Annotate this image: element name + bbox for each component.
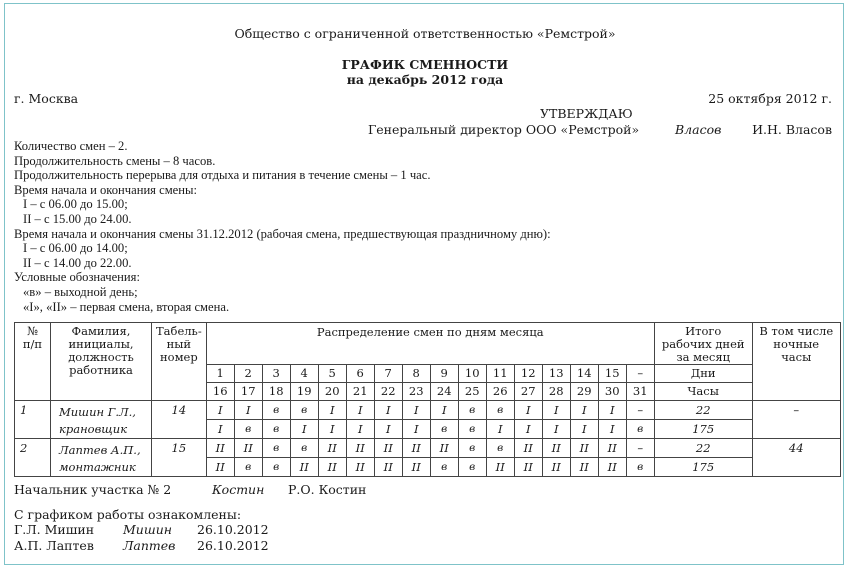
shift-cell: II (206, 439, 234, 458)
note-line: I – с 06.00 до 15.00; (23, 197, 128, 212)
day-number-cell: 28 (542, 383, 570, 401)
shift-cell: в (626, 458, 654, 477)
day-number-cell: 19 (290, 383, 318, 401)
row-number: 2 (15, 439, 51, 477)
shift-cell: I (598, 401, 626, 420)
shift-cell: в (262, 458, 290, 477)
note-line: Продолжительность перерыва для отдыха и питания в течение смены – 1 час. (14, 168, 431, 183)
employee-position: монтажник (59, 460, 136, 474)
day-number-cell: 23 (402, 383, 430, 401)
day-number-cell: 14 (570, 365, 598, 383)
header-row (15, 323, 841, 365)
shift-cell: – (626, 439, 654, 458)
shift-cell: II (402, 458, 430, 477)
day-number-cell: 9 (430, 365, 458, 383)
header-hours-label: Часы (654, 383, 752, 401)
note-line: Количество смен – 2. (14, 139, 128, 153)
night-hours: – (752, 401, 840, 439)
shift-cell: в (262, 420, 290, 439)
note-line: Время начала и окончания смены 31.12.2012 (рабочая смена, предшествующая праздничному дню): (14, 226, 551, 241)
day-number-cell: 10 (458, 365, 486, 383)
shift-cell: II (234, 439, 262, 458)
shift-cell: в (430, 458, 458, 477)
day-number-cell: 1 (206, 365, 234, 383)
document-date: 25 октября 2012 г. (708, 91, 832, 106)
day-number-cell: 22 (374, 383, 402, 401)
header-distribution: Распределение смен по дням месяца (206, 323, 654, 365)
foreman-position: Начальник участка № 2 (14, 482, 172, 497)
shift-cell: в (290, 439, 318, 458)
work-days: 22 (654, 439, 752, 458)
note-line: «I», «II» – первая смена, вторая смена. (23, 299, 230, 314)
shift-cell: в (626, 420, 654, 439)
shift-cell: II (542, 439, 570, 458)
shift-cell: I (318, 420, 346, 439)
acquainted-name: Г.Л. Мишин (14, 522, 95, 537)
note-line: Время начала и окончания смены: (14, 182, 197, 197)
header-days-label: Дни (654, 365, 752, 383)
shift-cell: I (402, 401, 430, 420)
shift-cell: I (402, 420, 430, 439)
approval-name: И.Н. Власов (752, 122, 832, 137)
day-number-cell: 4 (290, 365, 318, 383)
shift-cell: II (318, 439, 346, 458)
employee-name: Мишин Г.Л., (59, 405, 136, 419)
day-number-cell: 27 (514, 383, 542, 401)
shift-cell: – (626, 401, 654, 420)
acquainted-name: А.П. Лаптев (14, 538, 94, 553)
acquainted-label: С графиком работы ознакомлены: (14, 507, 242, 522)
shift-cell: в (458, 420, 486, 439)
day-number-cell: 31 (626, 383, 654, 401)
shift-cell: в (486, 439, 514, 458)
day-number-cell: 21 (346, 383, 374, 401)
employee-cell (51, 401, 152, 439)
day-number-cell: 16 (206, 383, 234, 401)
shift-cell: II (318, 458, 346, 477)
acquainted-signature: Мишин (123, 522, 172, 537)
note-line: «в» – выходной день; (23, 284, 138, 299)
organization-name: Общество с ограниченной ответственностью «Ремстрой» (234, 26, 616, 41)
header-name: Фамилия, инициалы, должность работника (51, 323, 152, 401)
shift-cell: II (570, 458, 598, 477)
shift-cell: I (570, 401, 598, 420)
night-hours: 44 (752, 439, 840, 477)
employee-cell (51, 439, 152, 477)
note-line: Продолжительность смены – 8 часов. (14, 153, 216, 168)
row-number: 1 (15, 401, 51, 439)
shift-cell: I (430, 401, 458, 420)
shift-cell: I (206, 420, 234, 439)
day-number-cell: 15 (598, 365, 626, 383)
shift-cell: II (514, 439, 542, 458)
shift-cell: II (374, 458, 402, 477)
shift-cell: в (262, 439, 290, 458)
shift-cell: II (598, 458, 626, 477)
shift-cell: II (570, 439, 598, 458)
shift-cell: I (206, 401, 234, 420)
document-title: ГРАФИК СМЕННОСТИ (341, 57, 509, 72)
shift-cell: I (570, 420, 598, 439)
shift-cell: I (374, 420, 402, 439)
note-line: Условные обозначения: (14, 270, 140, 285)
shift-cell: II (514, 458, 542, 477)
shift-cell: I (514, 401, 542, 420)
city: г. Москва (14, 91, 79, 106)
work-days: 22 (654, 401, 752, 420)
day-number-cell: 17 (234, 383, 262, 401)
shift-cell: I (234, 401, 262, 420)
approval-position: Генеральный директор ООО «Ремстрой» (368, 122, 640, 137)
shift-cell: II (374, 439, 402, 458)
shift-cell: I (346, 401, 374, 420)
table-row (15, 439, 841, 458)
shift-cell: II (402, 439, 430, 458)
foreman-signature: Костин (212, 482, 265, 497)
approval-signature: Власов (675, 122, 722, 137)
shift-cell: I (542, 401, 570, 420)
shift-cell: в (234, 420, 262, 439)
day-number-cell: 30 (598, 383, 626, 401)
shift-cell: I (374, 401, 402, 420)
shift-cell: в (262, 401, 290, 420)
day-number-cell: 18 (262, 383, 290, 401)
day-number-cell: – (626, 365, 654, 383)
tab-number: 15 (152, 439, 207, 477)
shift-cell: II (598, 439, 626, 458)
shift-cell: I (346, 420, 374, 439)
acquainted-date: 26.10.2012 (197, 522, 269, 537)
shift-cell: I (542, 420, 570, 439)
acquainted-signature: Лаптев (123, 538, 176, 553)
tab-number: 14 (152, 401, 207, 439)
header-tab: Табель-ный номер (152, 323, 207, 401)
day-number-cell: 20 (318, 383, 346, 401)
day-number-cell: 7 (374, 365, 402, 383)
day-number-cell: 26 (486, 383, 514, 401)
day-number-cell: 24 (430, 383, 458, 401)
shift-cell: II (486, 458, 514, 477)
shift-cell: II (290, 458, 318, 477)
shift-cell: II (542, 458, 570, 477)
day-number-cell: 12 (514, 365, 542, 383)
day-number-cell: 2 (234, 365, 262, 383)
table-row (15, 401, 841, 420)
employee-position: крановщик (59, 422, 128, 436)
shift-cell: в (458, 401, 486, 420)
day-number-cell: 3 (262, 365, 290, 383)
shift-cell: в (430, 420, 458, 439)
header-num: № п/п (15, 323, 51, 401)
day-number-cell: 29 (570, 383, 598, 401)
day-number-cell: 5 (318, 365, 346, 383)
acquainted-date: 26.10.2012 (197, 538, 269, 553)
shift-cell: I (290, 420, 318, 439)
header-night: В том числе ночные часы (752, 323, 840, 401)
day-number-cell: 13 (542, 365, 570, 383)
document-subtitle: на декабрь 2012 года (346, 72, 504, 87)
shift-cell: в (458, 439, 486, 458)
shift-cell: I (514, 420, 542, 439)
shift-cell: I (598, 420, 626, 439)
shift-cell: в (234, 458, 262, 477)
note-line: II – с 15.00 до 24.00. (23, 211, 132, 226)
shift-cell: II (206, 458, 234, 477)
shift-cell: в (290, 401, 318, 420)
day-number-cell: 6 (346, 365, 374, 383)
approval-label: УТВЕРЖДАЮ (540, 106, 633, 121)
day-number-cell: 8 (402, 365, 430, 383)
note-line: I – с 06.00 до 14.00; (23, 241, 128, 256)
header-total: Итого рабочих дней за месяц (654, 323, 752, 365)
work-hours: 175 (654, 420, 752, 439)
shift-cell: II (346, 458, 374, 477)
day-number-cell: 11 (486, 365, 514, 383)
shift-cell: в (458, 458, 486, 477)
work-hours: 175 (654, 458, 752, 477)
shift-cell: II (346, 439, 374, 458)
note-line: II – с 14.00 до 22.00. (23, 255, 132, 270)
employee-name: Лаптев А.П., (59, 443, 141, 457)
shift-cell: в (486, 401, 514, 420)
shift-cell: I (318, 401, 346, 420)
shift-schedule-table (14, 322, 841, 477)
foreman-name: Р.О. Костин (288, 482, 367, 497)
shift-cell: II (430, 439, 458, 458)
schedule-notes (14, 139, 551, 314)
day-number-cell: 25 (458, 383, 486, 401)
shift-cell: I (486, 420, 514, 439)
